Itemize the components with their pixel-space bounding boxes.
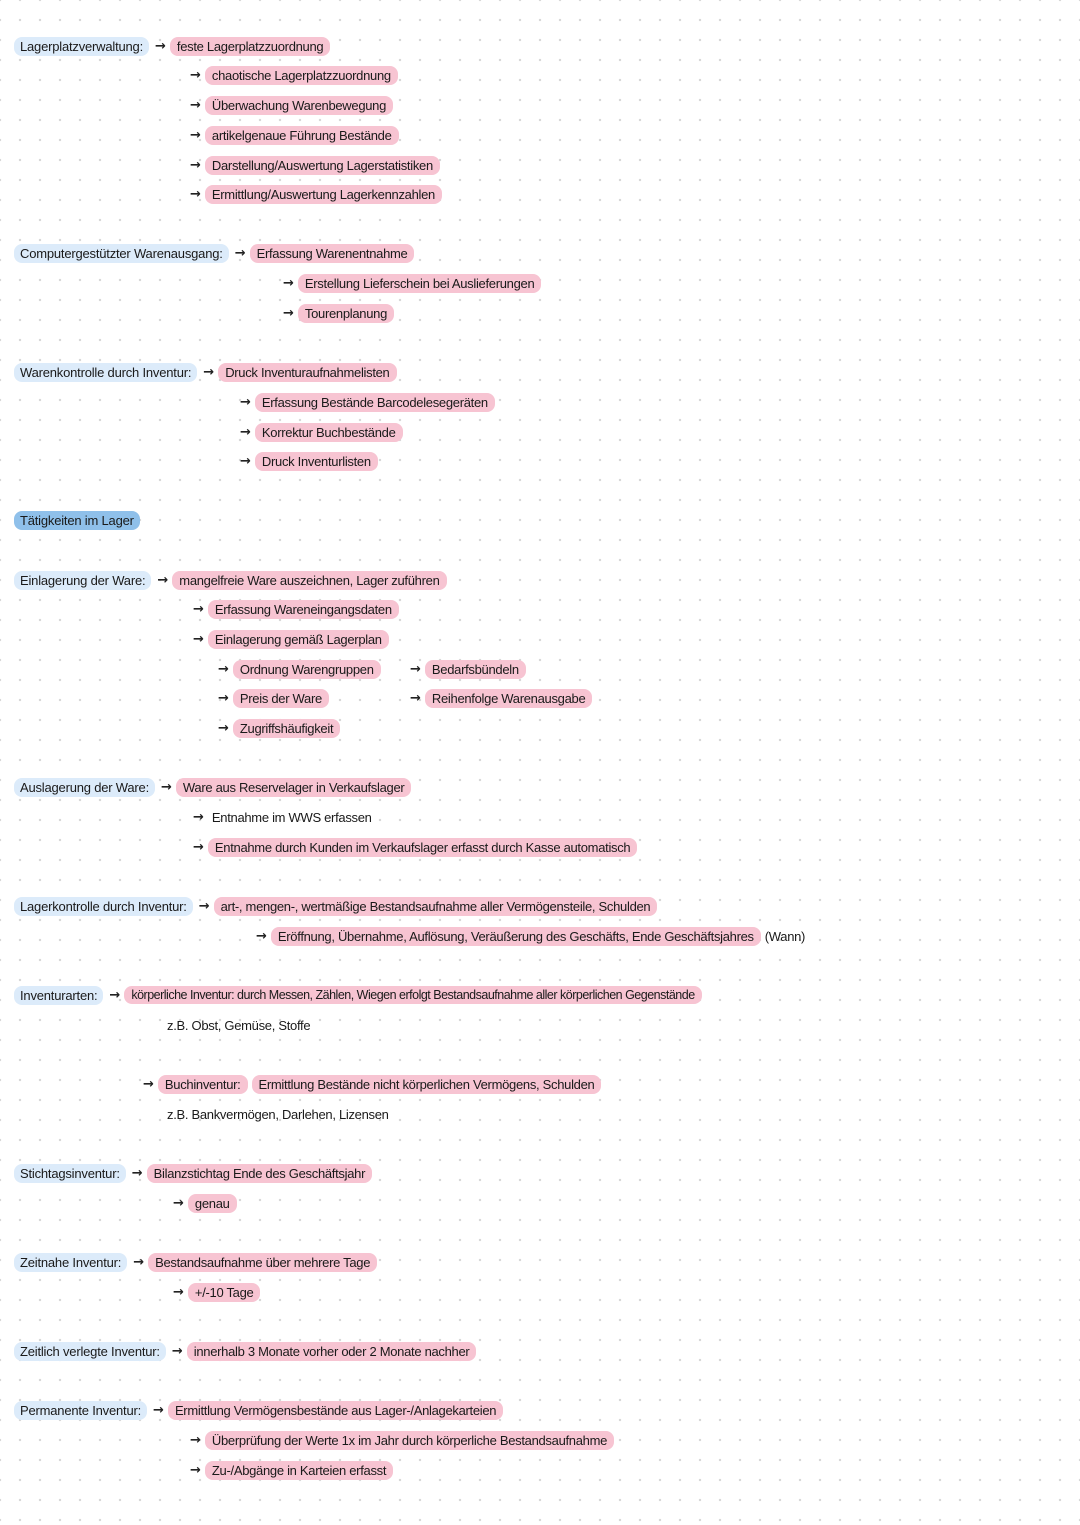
arrow-icon: → [190,1432,201,1448]
warenkontrolle-row-1 [14,361,397,383]
auslagerung-row-2 [193,806,376,828]
zeitnahe-item: → Bestandsaufnahme über mehrere Tage [133,1253,377,1272]
section-heading: Tätigkeiten im Lager [14,511,140,530]
arrow-icon: → [190,97,201,113]
lagerkontrolle-item: → art-, mengen-, wertmäßige Bestandsaufnahme aller Vermögensteile, Schulden [199,897,658,916]
arrow-icon: → [190,1462,201,1478]
lagerplatz-item: → Ermittlung/Auswertung Lagerkennzahlen [190,185,442,204]
arrow-icon: → [218,661,229,677]
arrow-icon: → [283,275,294,291]
zeitnahe-label: Zeitnahe Inventur: [14,1253,127,1272]
arrow-icon: → [193,839,204,855]
einlagerung-sub-row-1 [218,658,381,680]
zeitnahe-row-1 [14,1251,377,1273]
arrow-icon: → [256,928,267,944]
arrow-icon: → [193,809,204,825]
arrow-icon: → [171,1343,183,1359]
lagerplatz-item: → Darstellung/Auswertung Lagerstatistiken [190,156,440,175]
einlagerung-item: → Einlagerung gemäß Lagerplan [193,630,389,649]
arrow-icon: → [190,67,201,83]
inventurarten-item: → Buchinventur: Ermittlung Bestände nicht körperlichen Vermögens, Schulden [143,1075,601,1094]
stichtag-label: Stichtagsinventur: [14,1164,126,1183]
arrow-icon: → [173,1195,184,1211]
arrow-icon: → [143,1076,154,1092]
lagerkontrolle-row-1 [14,895,657,917]
stichtag-row-1 [14,1162,372,1184]
zeitnahe-item: → +/-10 Tage [173,1283,260,1302]
auslagerung-item: → Entnahme im WWS erfassen [193,809,372,825]
arrow-icon: → [240,453,251,469]
warenausgang-item: → Erstellung Lieferschein bei Auslieferungen [283,274,541,293]
arrow-icon: → [193,601,204,617]
permanente-item: → Ermittlung Vermögensbestände aus Lager-/Anlagekarteien [153,1401,503,1420]
lagerkontrolle-label: Lagerkontrolle durch Inventur: [14,897,193,916]
stichtag-row-2 [173,1192,237,1214]
warenkontrolle-item: → Druck Inventuraufnahmelisten [203,363,396,382]
einlagerung-item: → Erfassung Wareneingangsdaten [193,600,399,619]
einlagerung-item: → mangelfreie Ware auszeichnen, Lager zuführen [157,571,446,590]
arrow-icon: → [173,1284,184,1300]
einlagerung-sub-row-2b [410,687,592,709]
auslagerung-row-1 [14,776,411,798]
einlagerung-sub-item: → Zugriffshäufigkeit [218,719,340,738]
inventurarten-example-1: z.B. Obst, Gemüse, Stoffe [167,1017,311,1033]
lagerplatz-row-5 [190,154,440,176]
warenkontrolle-row-2 [240,391,495,413]
stichtag-item: → Bilanzstichtag Ende des Geschäftsjahr [132,1164,372,1183]
verlegte-item: → innerhalb 3 Monate vorher oder 2 Monate nachher [172,1342,477,1361]
arrow-icon: → [157,572,169,588]
lagerplatz-item: → feste Lagerplatzzuordnung [155,37,330,56]
einlagerung-sub-row-2 [218,687,329,709]
einlagerung-row-1 [14,569,447,591]
arrow-icon: → [161,779,172,795]
einlagerung-sub-row-1b [410,658,526,680]
inventurarten-item: → körperliche Inventur: durch Messen, Zählen, Wiegen erfolgt Bestandsaufnahme aller körperlichen Gegenstände [109,986,701,1004]
arrow-icon: → [131,1165,143,1181]
lagerplatz-row-6 [190,183,442,205]
warenkontrolle-item: → Druck Inventurlisten [240,452,378,471]
arrow-icon: → [155,38,166,54]
auslagerung-label: Auslagerung der Ware: [14,778,155,797]
arrow-icon: → [410,690,421,706]
inventurarten-label: Inventurarten: [14,986,103,1005]
auslagerung-item: → Ware aus Reservelager in Verkaufslager [161,778,411,797]
lagerplatz-item: → chaotische Lagerplatzzuordnung [190,66,398,85]
permanente-item: → Überprüfung der Werte 1x im Jahr durch körperliche Bestandsaufnahme [190,1431,614,1450]
arrow-icon: → [410,661,421,677]
einlagerung-sub-item: → Bedarfsbündeln [410,660,526,679]
arrow-icon: → [240,424,251,440]
einlagerung-row-2 [193,598,399,620]
einlagerung-row-3 [193,628,389,650]
lagerplatz-row-4 [190,124,399,146]
lagerplatz-item: → Überwachung Warenbewegung [190,96,393,115]
arrow-icon: → [218,690,229,706]
lagerplatz-item: → artikelgenaue Führung Bestände [190,126,399,145]
arrow-icon: → [198,898,210,914]
lagerkontrolle-item: → Eröffnung, Übernahme, Auflösung, Veräußerung des Geschäfts, Ende Geschäftsjahres [256,927,761,946]
inventurarten-row-1 [14,984,702,1006]
inventurarten-row-2 [143,1073,601,1095]
arrow-icon: → [109,987,121,1003]
arrow-icon: → [234,245,246,261]
warenkontrolle-row-4 [240,450,378,472]
einlagerung-sub-item: → Preis der Ware [218,689,329,708]
arrow-icon: → [190,157,201,173]
arrow-icon: → [283,305,294,321]
warenkontrolle-item: → Korrektur Buchbestände [240,423,403,442]
inventurarten-example-2: z.B. Bankvermögen, Darlehen, Lizensen [167,1106,389,1122]
arrow-icon: → [240,394,251,410]
lagerplatz-row-1 [14,35,330,57]
lagerkontrolle-note: (Wann) [764,928,806,944]
warenkontrolle-item: → Erfassung Bestände Barcodelesegeräten [240,393,495,412]
lagerkontrolle-row-2 [256,925,809,947]
einlagerung-sub-row-3 [218,717,340,739]
warenausgang-item: → Tourenplanung [283,304,394,323]
einlagerung-label: Einlagerung der Ware: [14,571,151,590]
auslagerung-item: → Entnahme durch Kunden im Verkaufslager erfasst durch Kasse automatisch [193,838,637,857]
verlegte-row-1 [14,1340,476,1362]
verlegte-label: Zeitlich verlegte Inventur: [14,1342,166,1361]
warenkontrolle-label: Warenkontrolle durch Inventur: [14,363,197,382]
warenkontrolle-row-3 [240,421,403,443]
permanente-row-3 [190,1459,393,1481]
warenausgang-row-1 [14,242,414,264]
lagerplatz-label: Lagerplatzverwaltung: [14,37,149,56]
arrow-icon: → [203,364,215,380]
lagerplatz-row-3 [190,94,393,116]
permanente-label: Permanente Inventur: [14,1401,147,1420]
einlagerung-sub-item: → Ordnung Warengruppen [218,660,381,679]
permanente-item: → Zu-/Abgänge in Karteien erfasst [190,1461,393,1480]
warenausgang-label: Computergestützter Warenausgang: [14,244,229,263]
einlagerung-sub-item: → Reihenfolge Warenausgabe [410,689,592,708]
heading-row [14,509,146,531]
arrow-icon: → [153,1402,164,1418]
arrow-icon: → [190,186,201,202]
arrow-icon: → [193,631,204,647]
lagerplatz-row-2 [190,64,398,86]
permanente-row-2 [190,1429,614,1451]
warenausgang-row-3 [283,302,394,324]
arrow-icon: → [133,1254,145,1270]
auslagerung-row-3 [193,836,637,858]
arrow-icon: → [190,127,201,143]
zeitnahe-row-2 [173,1281,260,1303]
warenausgang-row-2 [283,272,541,294]
arrow-icon: → [218,720,229,736]
stichtag-item: → genau [173,1194,237,1213]
warenausgang-item: → Erfassung Warenentnahme [235,244,415,263]
permanente-row-1 [14,1399,503,1421]
